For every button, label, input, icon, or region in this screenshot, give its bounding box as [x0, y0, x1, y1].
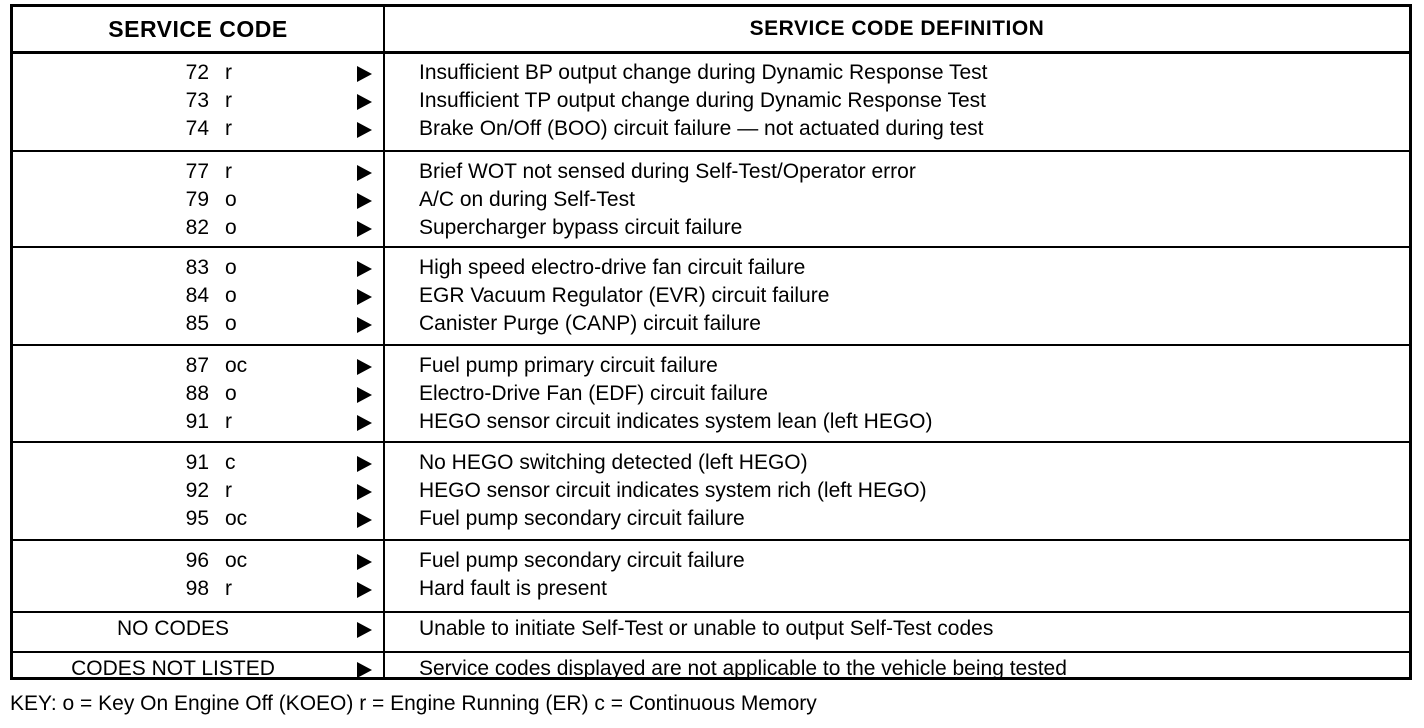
code-type: r [225, 577, 232, 600]
code-number: 87 [185, 354, 209, 377]
code-group [13, 150, 1409, 248]
code-definition: Electro-Drive Fan (EDF) circuit failure [419, 382, 768, 405]
code-group [13, 246, 1409, 346]
code-definition: Canister Purge (CANP) circuit failure [419, 312, 761, 335]
arrow-right-icon [357, 512, 372, 528]
table-row [13, 449, 1409, 477]
table-row [13, 214, 1409, 242]
table-row [13, 158, 1409, 186]
arrow-right-icon [357, 94, 372, 110]
code-definition: High speed electro-drive fan circuit failure [419, 256, 806, 279]
code-number: 79 [185, 188, 209, 211]
arrow-right-icon [357, 415, 372, 431]
code-number: 95 [185, 507, 209, 530]
table-row [13, 547, 1409, 575]
code-label: NO CODES [116, 617, 229, 640]
code-group [13, 51, 1409, 152]
table-row [13, 186, 1409, 214]
code-definition: Hard fault is present [419, 577, 607, 600]
code-definition: Brake On/Off (BOO) circuit failure — not actuated during test [419, 117, 984, 140]
table-row [13, 59, 1409, 87]
arrow-right-icon [357, 122, 372, 138]
arrow-right-icon [357, 193, 372, 209]
code-number: 91 [185, 451, 209, 474]
code-type: o [225, 382, 237, 405]
arrow-right-icon [357, 66, 372, 82]
code-group [13, 441, 1409, 541]
code-number: 98 [185, 577, 209, 600]
code-number: 91 [185, 410, 209, 433]
code-number: 74 [185, 117, 209, 140]
code-type: oc [225, 354, 248, 377]
arrow-right-icon [357, 221, 372, 237]
arrow-right-icon [357, 554, 372, 570]
code-number: 85 [185, 312, 209, 335]
code-definition: Fuel pump secondary circuit failure [419, 507, 745, 530]
table-row [13, 254, 1409, 282]
code-number: 72 [185, 61, 209, 84]
table-row [13, 115, 1409, 143]
arrow-right-icon [357, 165, 372, 181]
arrow-right-icon [357, 261, 372, 277]
code-definition: Brief WOT not sensed during Self-Test/Operator error [419, 160, 916, 183]
table-row [13, 655, 1409, 683]
code-group [13, 344, 1409, 443]
table-row [13, 282, 1409, 310]
code-number: 84 [185, 284, 209, 307]
table-row [13, 352, 1409, 380]
table-row [13, 87, 1409, 115]
table-header [13, 7, 1409, 54]
arrow-right-icon [357, 289, 372, 305]
code-group [13, 611, 1409, 653]
arrow-right-icon [357, 622, 372, 638]
code-number: 96 [185, 549, 209, 572]
code-definition: Supercharger bypass circuit failure [419, 216, 743, 239]
code-number: 83 [185, 256, 209, 279]
code-number: 77 [185, 160, 209, 183]
code-type: r [225, 89, 232, 112]
table-row [13, 575, 1409, 603]
code-definition: HEGO sensor circuit indicates system lean (left HEGO) [419, 410, 933, 433]
code-group [13, 539, 1409, 613]
code-type: r [225, 61, 232, 84]
table-row [13, 477, 1409, 505]
table-row [13, 615, 1409, 643]
code-number: 92 [185, 479, 209, 502]
code-definition: Insufficient TP output change during Dynamic Response Test [419, 89, 986, 112]
code-type: o [225, 312, 237, 335]
key-legend: KEY: o = Key On Engine Off (KOEO) r = Engine Running (ER) c = Continuous Memory [10, 692, 817, 715]
service-code-table [10, 4, 1412, 680]
arrow-right-icon [357, 387, 372, 403]
header-service-code: SERVICE CODE [108, 16, 288, 42]
code-type: c [225, 451, 236, 474]
code-definition: Unable to initiate Self-Test or unable to output Self-Test codes [419, 617, 994, 640]
arrow-right-icon [357, 317, 372, 333]
code-definition: No HEGO switching detected (left HEGO) [419, 451, 808, 474]
code-type: oc [225, 549, 248, 572]
table-row [13, 310, 1409, 338]
code-definition: Insufficient BP output change during Dynamic Response Test [419, 61, 988, 84]
code-definition: A/C on during Self-Test [419, 188, 635, 211]
code-type: o [225, 256, 237, 279]
code-type: o [225, 216, 237, 239]
arrow-right-icon [357, 456, 372, 472]
code-label: CODES NOT LISTED [71, 657, 275, 680]
arrow-right-icon [357, 662, 372, 678]
arrow-right-icon [357, 484, 372, 500]
code-definition: HEGO sensor circuit indicates system rich (left HEGO) [419, 479, 927, 502]
table-row [13, 380, 1409, 408]
code-type: o [225, 188, 237, 211]
code-type: oc [225, 507, 248, 530]
code-type: r [225, 117, 232, 140]
table-row [13, 408, 1409, 436]
code-group [13, 651, 1409, 680]
code-number: 82 [185, 216, 209, 239]
code-number: 73 [185, 89, 209, 112]
code-number: 88 [185, 382, 209, 405]
code-type: r [225, 410, 232, 433]
code-type: r [225, 479, 232, 502]
code-definition: Fuel pump secondary circuit failure [419, 549, 745, 572]
header-service-code-definition: SERVICE CODE DEFINITION [749, 17, 1045, 40]
arrow-right-icon [357, 359, 372, 375]
table-row [13, 505, 1409, 533]
code-definition: EGR Vacuum Regulator (EVR) circuit failure [419, 284, 830, 307]
code-type: r [225, 160, 232, 183]
code-definition: Fuel pump primary circuit failure [419, 354, 718, 377]
code-definition: Service codes displayed are not applicable to the vehicle being tested [419, 657, 1067, 680]
code-type: o [225, 284, 237, 307]
arrow-right-icon [357, 582, 372, 598]
